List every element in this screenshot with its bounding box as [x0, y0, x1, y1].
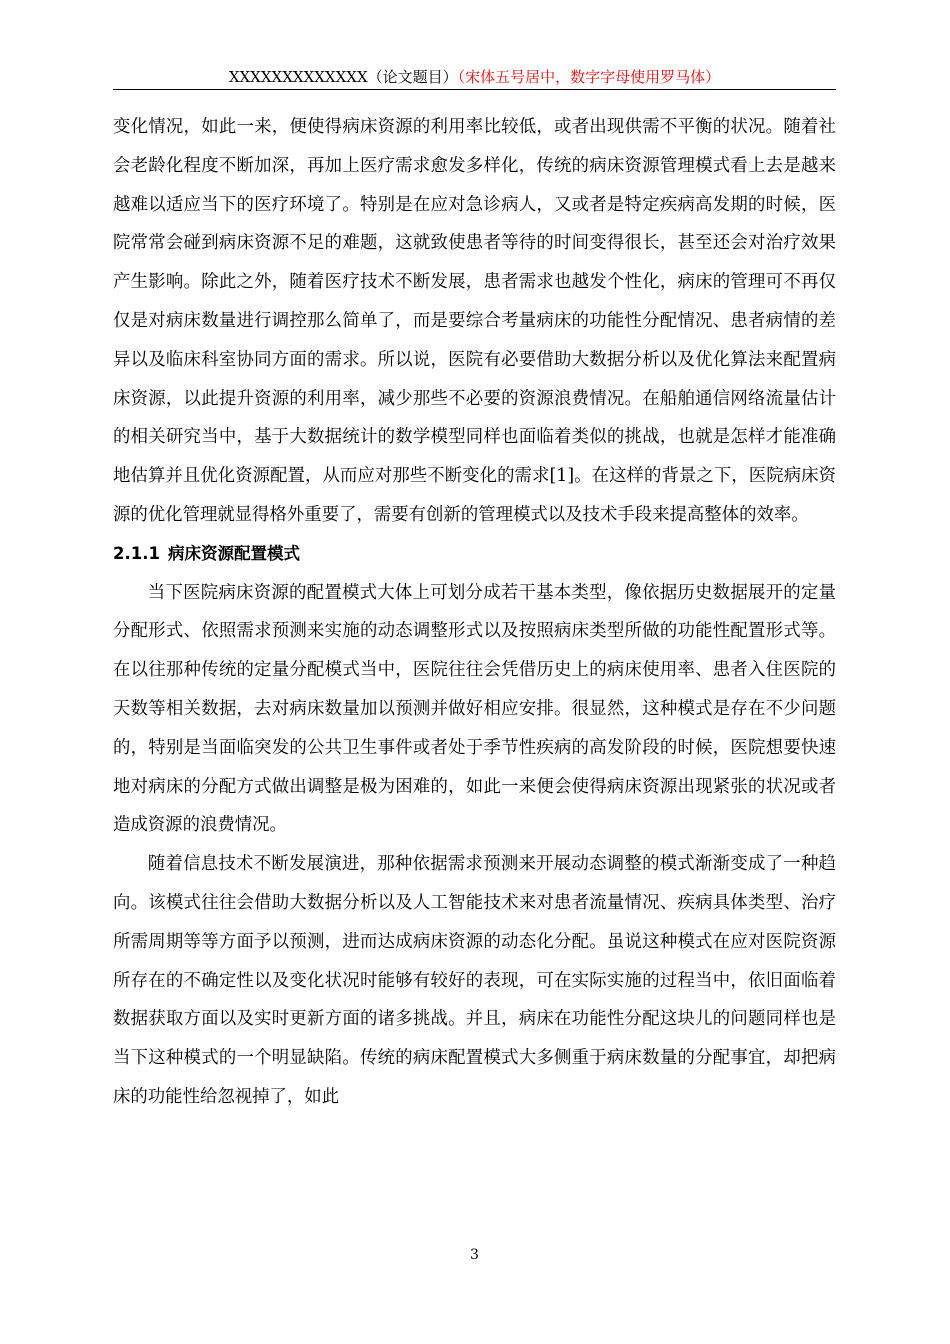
paragraph: 随着信息技术不断发展演进，那种依据需求预测来开展动态调整的模式渐渐变成了一种趋向。该模式往往会借助大数据分析以及人工智能技术来对患者流量情况、疾病具体类型、治疗所需周期等等方面予以预测，进而达成病床资源的动态化分配。虽说这种模式在应对医院资源所存在的不确定性以及变化状况时能够有较好的表现，可在实际实施的过程当中，依旧面临着数据获取方面以及实时更新方面的诸多挑战。并且，病床在功能性分配这块儿的问题同样也是当下这种模式的一个明显缺陷。传统的病床配置模式大多侧重于病床数量的分配事宜，却把病床的功能性给忽视掉了，如此	[113, 854, 836, 1107]
header-format-note: （宋体五号居中，数字字母使用罗马体）	[457, 68, 721, 86]
body-text	[113, 108, 836, 1117]
section-title: 病床资源配置模式	[167, 543, 300, 563]
paragraph: 当下医院病床资源的配置模式大体上可划分成若干基本类型，像依据历史数据展开的定量分配形式、依照需求预测来实施的动态调整形式以及按照病床类型所做的功能性配置形式等。在以往那种传统的定量分配模式当中，医院往往会凭借历史上的病床使用率、患者入住医院的天数等相关数据，去对病床数量加以预测并做好相应安排。很显然，这种模式是存在不少问题的，特别是当面临突发的公共卫生事件或者处于季节性疾病的高发阶段的时候，医院想要快速地对病床的分配方式做出调整是极为困难的，如此一来便会使得病床资源出现紧张的状况或者造成资源的浪费情况。	[113, 582, 836, 836]
page-header	[113, 66, 836, 88]
paragraph-continued: 变化情况，如此一来，便使得病床资源的利用率比较低，或者出现供需不平衡的状况。随着社会老龄化程度不断加深，再加上医疗需求愈发多样化，传统的病床资源管理模式看上去是越来越难以适应当下的医疗环境了。特别是在应对急诊病人，又或者是特定疾病高发期的时候，医院常常会碰到病床资源不足的难题，这就致使患者等待的时间变得很长，甚至还会对治疗效果产生影响。除此之外，随着医疗技术不断发展，患者需求也越发个性化，病床的管理可不再仅仅是对病床数量进行调控那么简单了，而是要综合考量病床的功能性分配情况、患者病情的差异以及临床科室协同方面的需求。所以说，医院有必要借助大数据分析以及优化算法来配置病床资源，以此提升资源的利用率，减少那些不必要的资源浪费情况。在船舶通信网络流量估计的相关研究当中，基于大数据统计的数学模型同样也面临着类似的挑战，也就是怎样才能准确地估算并且优化资源配置，从而应对那些不断变化的需求[1]。在这样的背景之下，医院病床资源的优化管理就显得格外重要了，需要有创新的管理模式以及技术手段来提高整体的效率。	[113, 117, 836, 525]
page-number: 3	[470, 1247, 479, 1263]
section-heading	[113, 535, 836, 574]
header-divider	[113, 89, 836, 90]
section-number: 2.1.1	[113, 543, 160, 563]
header-title: XXXXXXXXXXXXX（论文题目）	[228, 68, 458, 86]
